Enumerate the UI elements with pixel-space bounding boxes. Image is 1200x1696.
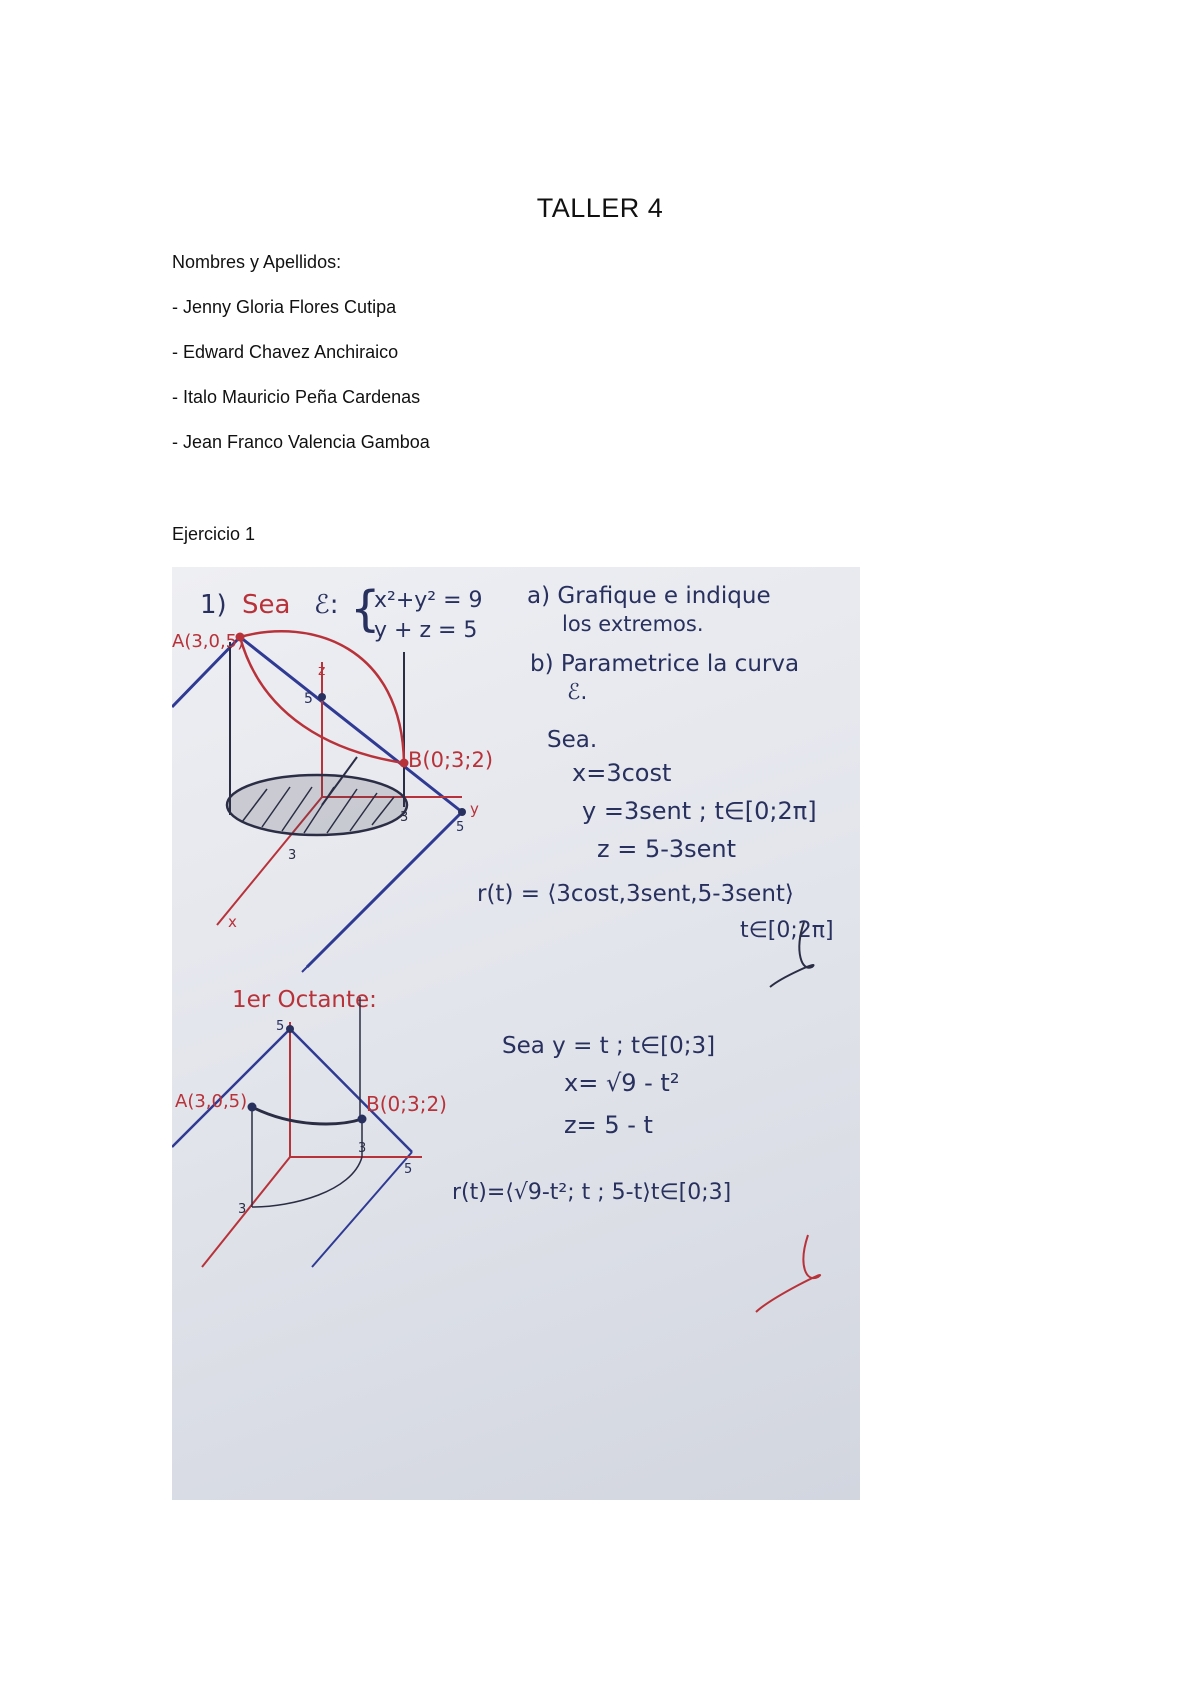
octant-y-radius-label: 3 [358, 1141, 367, 1156]
octant-z-label: 5 [276, 1019, 285, 1034]
octant-point-a-label: A(3,0,5) [175, 1091, 248, 1112]
author-name: - Jenny Gloria Flores Cutipa [172, 297, 397, 317]
system-eq2: y + z = 5 [374, 618, 478, 643]
octant-point-b-label: B(0;3;2) [366, 1092, 447, 1116]
octant-y-intercept-label: 5 [404, 1162, 413, 1177]
octant-x: x= √9 - t² [564, 1069, 680, 1097]
cylinder-plane-diagram [172, 631, 493, 972]
handwritten-solution-photo [172, 567, 860, 1500]
point-a-label: A(3,0,5) [172, 631, 245, 652]
octant-curve [252, 1107, 362, 1124]
author-name: - Italo Mauricio Peña Cardenas [172, 387, 421, 407]
system-brace: { [350, 581, 381, 637]
document-title: TALLER 4 [536, 193, 664, 223]
curve-symbol: ℰ: [314, 590, 339, 620]
octant-sea: Sea y = t ; t∈[0;3] [502, 1033, 716, 1059]
problem-intro: Sea [242, 590, 291, 620]
y-axis-label: y [470, 800, 479, 818]
octant-parametrization [452, 1033, 820, 1312]
authors-label: Nombres y Apellidos: [172, 252, 342, 272]
part-a-line-1: a) Grafique e indique [527, 583, 771, 609]
octant-plane-edge [172, 1029, 290, 1147]
octant-vector: r(t)=⟨√9-t²; t ; 5-t⟩t∈[0;3] [452, 1180, 732, 1205]
exercise-label: Ejercicio 1 [172, 524, 256, 544]
x-axis-label: x [228, 913, 237, 931]
first-octant-diagram [172, 987, 447, 1267]
z-axis-label: z [318, 663, 326, 679]
handwritten-solution-drawing [172, 567, 860, 1500]
vector-function: r(t) = ⟨3cost,3sent,5-3sent⟩ [477, 881, 794, 907]
octant-point-a-marker [248, 1103, 257, 1112]
x-radius-label: 3 [288, 848, 297, 863]
part-b-line-2: ℰ. [567, 680, 588, 705]
part-a-line-2: los extremos. [562, 612, 704, 636]
y-intercept-label: 5 [456, 820, 465, 835]
solution-sea: Sea. [547, 727, 598, 753]
param-y: y =3sent ; t∈[0;2π] [582, 797, 817, 825]
octant-z-intercept [286, 1025, 294, 1033]
z-intercept-label: 5 [304, 691, 313, 707]
author-name: - Jean Franco Valencia Gamboa [172, 432, 430, 452]
y-intercept-marker [458, 808, 466, 816]
octant-base-arc [252, 1157, 362, 1207]
param-x: x=3cost [572, 759, 672, 787]
octant-z: z= 5 - t [564, 1111, 653, 1139]
system-eq1: x²+y² = 9 [374, 588, 483, 613]
point-b-label: B(0;3;2) [408, 748, 494, 772]
octant-signature-mark [756, 1235, 820, 1312]
octant-x-radius-label: 3 [238, 1202, 247, 1217]
part-b-line-1: b) Parametrice la curva [530, 651, 800, 677]
vector-domain: t∈[0;2π] [740, 918, 834, 943]
z-intercept-marker [318, 693, 326, 701]
author-name: - Edward Chavez Anchiraico [172, 342, 399, 362]
y-radius-label: 3 [400, 810, 409, 825]
octant-heading: 1er Octante: [232, 987, 377, 1013]
problem-number: 1) [200, 590, 227, 620]
octant-plane-trace-xy [312, 1152, 412, 1267]
param-z: z = 5-3sent [597, 835, 737, 863]
octant-plane-trace-zy [290, 1029, 412, 1152]
